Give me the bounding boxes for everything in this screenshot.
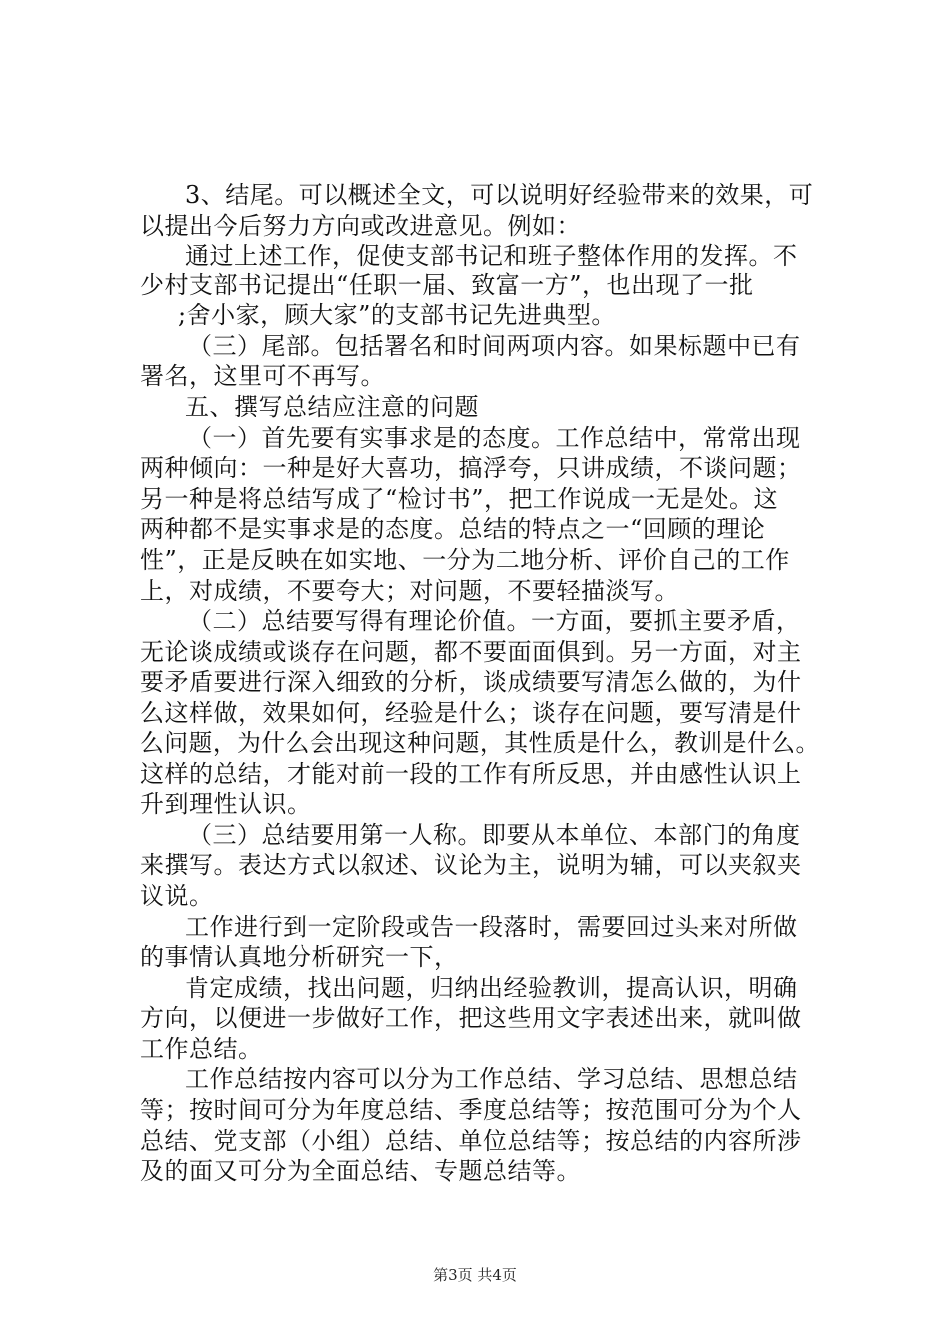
page-number-footer: 第3页 共4页 [433, 1266, 517, 1284]
text-line: 另一种是将总结写成了“检讨书”，把工作说成一无是处。这 [140, 485, 779, 513]
text-line: （一）首先要有实事求是的态度。工作总结中，常常出现 [188, 424, 801, 452]
text-line: 两种都不是实事求是的态度。总结的特点之一“回顾的理论 [140, 515, 766, 543]
text-line: 无论谈成绩或谈存在问题，都不要面面俱到。另一方面，对主 [140, 638, 802, 666]
text-line: 性”，正是反映在如实地、一分为二地分析、评价自己的工作 [140, 546, 790, 574]
text-line: 要矛盾要进行深入细致的分析，谈成绩要写清怎么做的，为什 [140, 668, 802, 696]
text-line: 么这样做，效果如何，经验是什么；谈存在问题，要写清是什 [140, 699, 802, 727]
text-line: 来撰写。表达方式以叙述、议论为主，说明为辅，可以夹叙夹 [140, 851, 802, 879]
text-line: 总结、党支部（小组）总结、单位总结等；按总结的内容所涉 [140, 1127, 802, 1155]
text-line: 少村支部书记提出“任职一届、致富一方”，也出现了一批 [140, 271, 754, 299]
text-line: 的事情认真地分析研究一下， [140, 943, 459, 971]
text-line: 上，对成绩，不要夸大；对问题，不要轻描淡写。 [140, 577, 679, 605]
text-line: 署名，这里可不再写。 [140, 362, 385, 390]
text-line: 方向，以便进一步做好工作，把这些用文字表述出来，就叫做 [140, 1004, 802, 1032]
text-line: （三）总结要用第一人称。即要从本单位、本部门的角度 [188, 821, 801, 849]
text-line: （三）尾部。包括署名和时间两项内容。如果标题中已有 [188, 332, 801, 360]
text-line: 么问题，为什么会出现这种问题，其性质是什么，教训是什么。 [140, 729, 820, 757]
text-line: 工作进行到一定阶段或告一段落时，需要回过头来对所做 [185, 913, 798, 941]
text-line: 议说。 [140, 882, 214, 910]
text-line: 升到理性认识。 [140, 790, 312, 818]
text-line: 工作总结按内容可以分为工作总结、学习总结、思想总结 [185, 1065, 798, 1093]
text-line: 工作总结。 [140, 1035, 263, 1063]
text-line: 两种倾向：一种是好大喜功，搞浮夸，只讲成绩，不谈问题； [140, 454, 802, 482]
text-line: 通过上述工作，促使支部书记和班子整体作用的发挥。不 [185, 242, 798, 270]
text-line: 3、结尾。可以概述全文，可以说明好经验带来的效果，可 [185, 181, 814, 209]
text-line: （二）总结要写得有理论价值。一方面，要抓主要矛盾， [188, 607, 801, 635]
text-line: ;舍小家，顾大家”的支部书记先进典型。 [178, 301, 616, 329]
text-line: 及的面又可分为全面总结、专题总结等。 [140, 1157, 581, 1185]
text-line: 以提出今后努力方向或改进意见。例如： [140, 212, 581, 240]
text-line: 等；按时间可分为年度总结、季度总结等；按范围可分为个人 [140, 1096, 802, 1124]
section-heading: 五、撰写总结应注意的问题 [185, 393, 479, 421]
text-line: 肯定成绩，找出问题，归纳出经验教训，提高认识，明确 [185, 974, 798, 1002]
text-line: 这样的总结，才能对前一段的工作有所反思，并由感性认识上 [140, 760, 802, 788]
